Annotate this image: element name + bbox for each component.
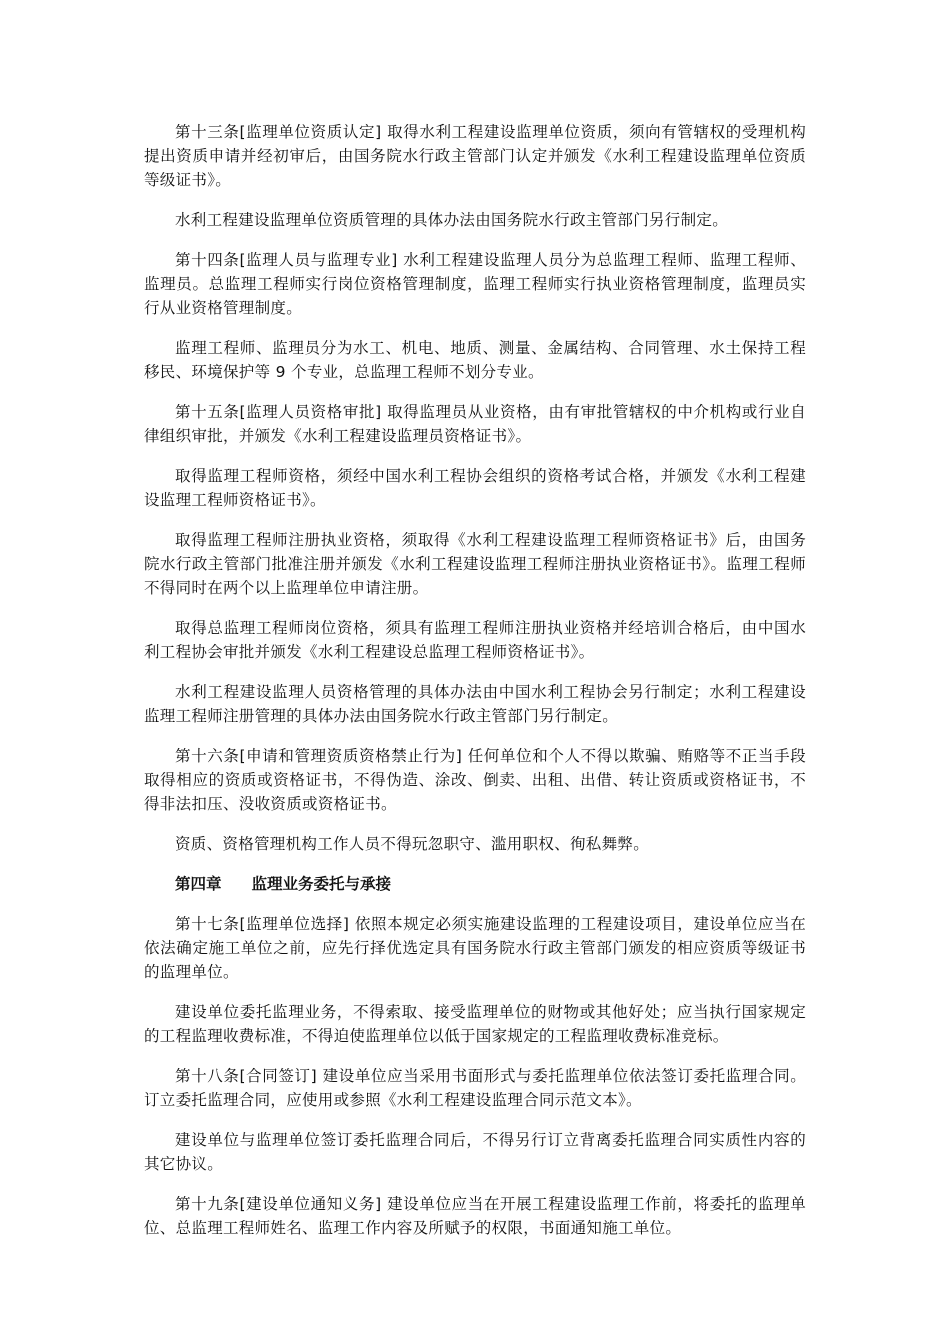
- article-14-specialties-paragraph: 监理工程师、监理员分为水工、机电、地质、测量、金属结构、合同管理、水土保持工程移民、环境保护等 9 个专业，总监理工程师不划分专业。: [144, 339, 806, 381]
- article-15-management-paragraph: 水利工程建设监理人员资格管理的具体办法由中国水利工程协会另行制定；水利工程建设监理工程师注册管理的具体办法由国务院水行政主管部门另行制定。: [144, 683, 806, 725]
- article-13-note-paragraph: 水利工程建设监理单位资质管理的具体办法由国务院水行政主管部门另行制定。: [175, 211, 729, 229]
- article-15-paragraph: 第十五条[监理人员资格审批] 取得监理员从业资格，由有审批管辖权的中介机构或行业自律组织审批，并颁发《水利工程建设监理员资格证书》。: [144, 403, 806, 445]
- chapter-title: 监理业务委托与承接: [251, 875, 392, 893]
- article-14-paragraph: 第十四条[监理人员与监理专业] 水利工程建设监理人员分为总监理工程师、监理工程师、监理员。总监理工程师实行岗位资格管理制度，监理工程师实行执业资格管理制度，监理员实行从业资格管理制度。: [144, 251, 806, 317]
- article-19-paragraph: 第十九条[建设单位通知义务] 建设单位应当在开展工程建设监理工作前，将委托的监理单位、总监理工程师姓名、监理工作内容及所赋予的权限，书面通知施工单位。: [144, 1195, 806, 1237]
- article-15-registration-paragraph: 取得监理工程师注册执业资格，须取得《水利工程建设监理工程师资格证书》后，由国务院水行政主管部门批准注册并颁发《水利工程建设监理工程师注册执业资格证书》。监理工程师不得同时在两个以上监理单位申请注册。: [144, 531, 806, 597]
- document-page: [144, 120, 806, 1256]
- article-13-paragraph: 第十三条[监理单位资质认定] 取得水利工程建设监理单位资质，须向有管辖权的受理机构提出资质申请并经初审后，由国务院水行政主管部门认定并颁发《水利工程建设监理单位资质等级证书》。: [144, 123, 806, 189]
- article-17-fees-paragraph: 建设单位委托监理业务，不得索取、接受监理单位的财物或其他好处；应当执行国家规定的工程监理收费标准，不得迫使监理单位以低于国家规定的工程监理收费标准竞标。: [144, 1003, 806, 1045]
- article-15-engineer-paragraph: 取得监理工程师资格，须经中国水利工程协会组织的资格考试合格，并颁发《水利工程建设监理工程师资格证书》。: [144, 467, 806, 509]
- chapter-number: 第四章: [175, 875, 222, 893]
- article-16-paragraph: 第十六条[申请和管理资质资格禁止行为] 任何单位和个人不得以欺骗、贿赂等不正当手段取得相应的资质或资格证书，不得伪造、涂改、倒卖、出租、出借、转让资质或资格证书，不得非法扣压、没收资质或资格证书。: [144, 747, 806, 813]
- article-16-staff-paragraph: 资质、资格管理机构工作人员不得玩忽职守、滥用职权、徇私舞弊。: [175, 835, 650, 853]
- article-15-chief-paragraph: 取得总监理工程师岗位资格，须具有监理工程师注册执业资格并经培训合格后，由中国水利工程协会审批并颁发《水利工程建设总监理工程师资格证书》。: [144, 619, 806, 661]
- article-17-paragraph: 第十七条[监理单位选择] 依照本规定必须实施建设监理的工程建设项目，建设单位应当在依法确定施工单位之前，应先行择优选定具有国务院水行政主管部门颁发的相应资质等级证书的监理单位。: [144, 915, 806, 981]
- article-18-paragraph: 第十八条[合同签订] 建设单位应当采用书面形式与委托监理单位依法签订委托监理合同。订立委托监理合同，应使用或参照《水利工程建设监理合同示范文本》。: [144, 1067, 806, 1109]
- chapter-heading: [144, 872, 806, 896]
- article-18-agreement-paragraph: 建设单位与监理单位签订委托监理合同后，不得另行订立背离委托监理合同实质性内容的其它协议。: [144, 1131, 806, 1173]
